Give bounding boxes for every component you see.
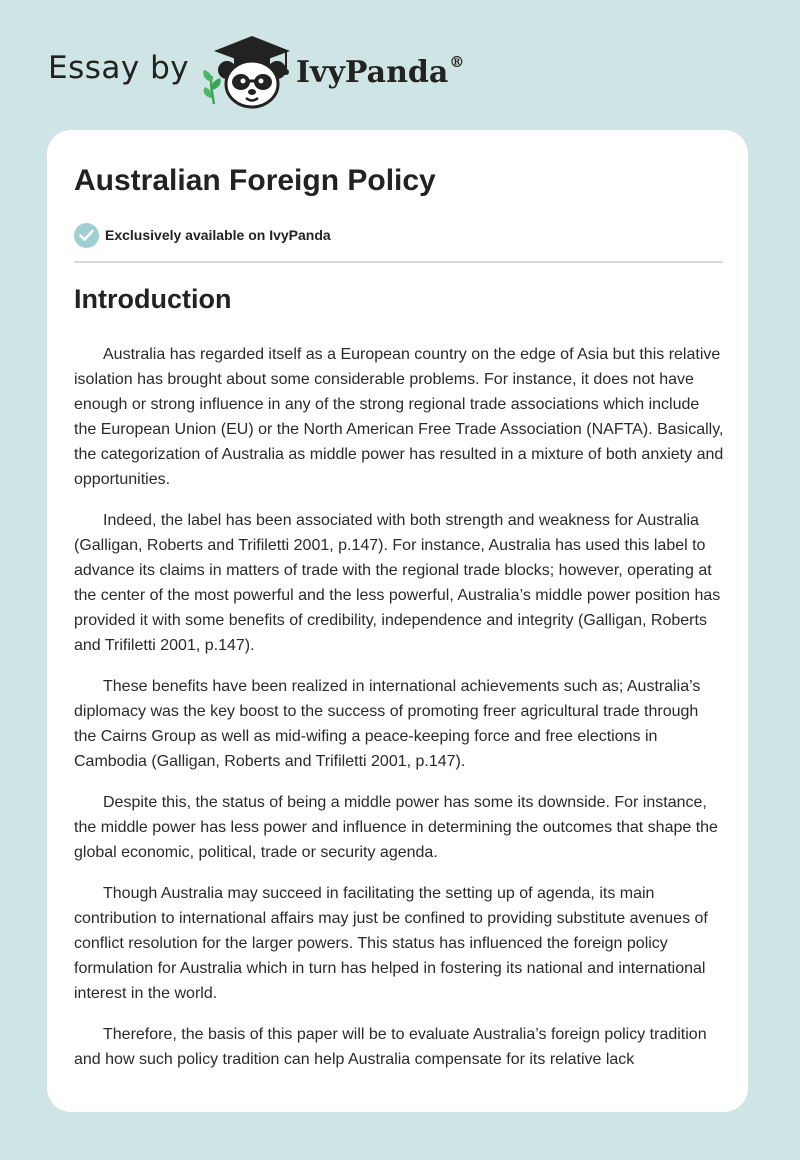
page-title: Australian Foreign Policy (74, 164, 436, 197)
site-header (0, 0, 800, 120)
section-heading: Introduction (74, 284, 232, 314)
paragraph: Despite this, the status of being a middle power has some its downside. For instance, the middle power has less power and influence in determining the outcomes that shape the global economic, political, trade or security agenda. (74, 794, 718, 861)
paragraph: Australia has regarded itself as a European country on the edge of Asia but this relative isolation has brought about some considerable problems. For instance, it does not have enough or strong influence in any of the strong regional trade associations which include the European Union (EU) or the North American Free Trade Association (NAFTA). Basically, the categorization of Australia as middle power has resulted in a mixture of both anxiety and opportunities. (74, 346, 724, 488)
paragraph: These benefits have been realized in international achievements such as; Australia’s diplomacy was the key boost to the success of promoting freer agricultural trade through the Cairns Group as well as mid-wifing a peace-keeping force and free elections in Cambodia (Galligan, Roberts and Trifiletti 2001, p.147). (74, 678, 701, 770)
essay-by-label: Essay by (48, 50, 190, 86)
divider (74, 261, 723, 263)
registered-mark: ® (449, 53, 465, 71)
panda-graduate-icon (200, 34, 292, 110)
exclusive-badge (74, 222, 331, 248)
badge-label: Exclusively available on IvyPanda (105, 227, 331, 243)
paragraph: Though Australia may succeed in facilitating the setting up of agenda, its main contribution to international affairs may just be confined to providing substitute avenues of conflict resolution for the larger powers. This status has influenced the foreign policy formulation for Australia which in turn has helped in fostering its national and international interest in the world. (74, 885, 708, 1002)
paragraph: Therefore, the basis of this paper will be to evaluate Australia’s foreign policy tradition and how such policy tradition can help Australia compensate for its relative lack (74, 1026, 707, 1068)
essay-card (47, 130, 748, 1112)
paragraph: Indeed, the label has been associated with both strength and weakness for Australia (Galligan, Roberts and Trifiletti 2001, p.147). For instance, Australia has used this label to advance its claims in matters of trade with the regional trade blocks; however, operating at the center of the most powerful and the less powerful, Australia’s middle power position has provided it with some benefits of credibility, independence and integrity (Galligan, Roberts and Trifiletti 2001, p.147). (74, 512, 721, 654)
check-circle-icon (74, 223, 99, 248)
brand-name[interactable] (296, 55, 464, 90)
essay-body (74, 342, 724, 1088)
brand-text: IvyPanda (296, 55, 449, 90)
